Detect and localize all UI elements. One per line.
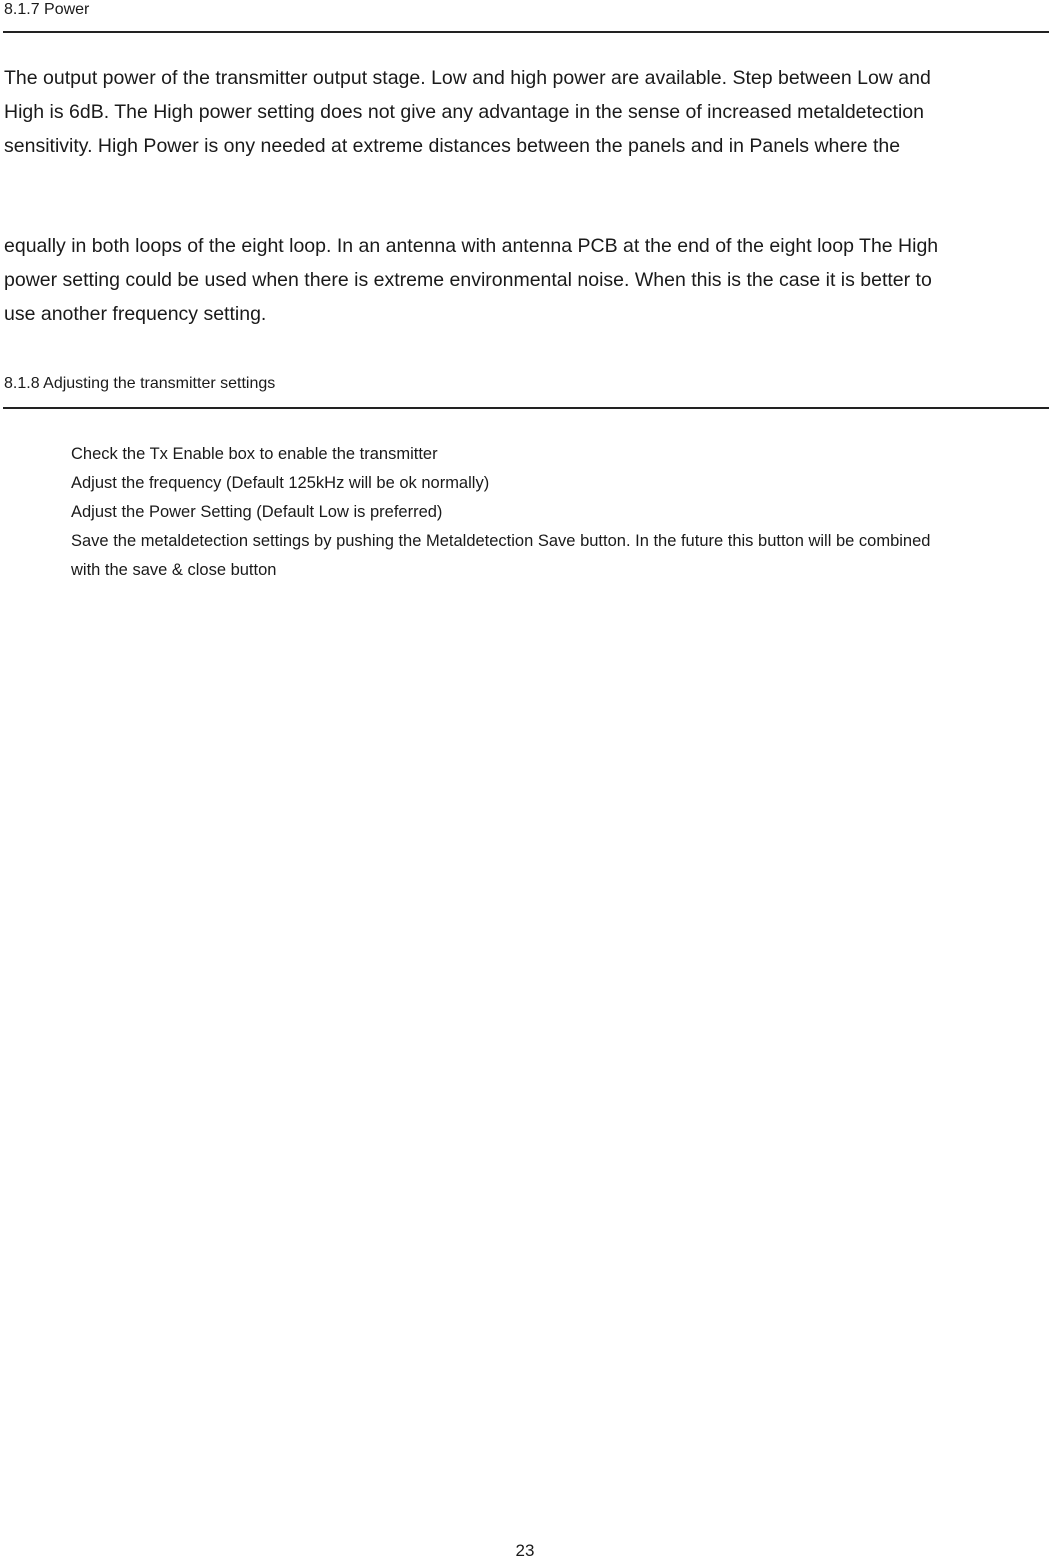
list-item: with the save & close button bbox=[71, 561, 277, 579]
power-paragraph-2 bbox=[4, 229, 1044, 331]
paragraph-line: power setting could be used when there is extreme environmental noise. When this is the case it is better to bbox=[4, 269, 932, 291]
section-divider bbox=[3, 31, 1049, 33]
section-divider bbox=[3, 407, 1049, 409]
paragraph-line: use another frequency setting. bbox=[4, 303, 267, 325]
adjustment-steps-list bbox=[71, 440, 930, 585]
list-item: Adjust the Power Setting (Default Low is preferred) bbox=[71, 503, 443, 521]
section-heading-adjusting-transmitter: 8.1.8 Adjusting the transmitter settings bbox=[4, 375, 276, 392]
paragraph-line: sensitivity. High Power is ony needed at extreme distances between the panels and in Panels where the bbox=[4, 135, 901, 157]
list-item: Check the Tx Enable box to enable the transmitter bbox=[71, 445, 438, 463]
paragraph-line: The output power of the transmitter output stage. Low and high power are available. Step between Low and bbox=[4, 67, 931, 89]
page-number: 23 bbox=[515, 1541, 535, 1560]
list-item: Save the metaldetection settings by pushing the Metaldetection Save button. In the future this button will be combined bbox=[71, 532, 931, 550]
section-heading-power: 8.1.7 Power bbox=[4, 1, 90, 18]
list-item: Adjust the frequency (Default 125kHz will be ok normally) bbox=[71, 474, 490, 492]
paragraph-line: equally in both loops of the eight loop. In an antenna with antenna PCB at the end of the eight loop The High bbox=[4, 235, 939, 257]
power-paragraph-1 bbox=[4, 61, 1044, 163]
paragraph-line: High is 6dB. The High power setting does not give any advantage in the sense of increased metaldetection bbox=[4, 101, 924, 123]
